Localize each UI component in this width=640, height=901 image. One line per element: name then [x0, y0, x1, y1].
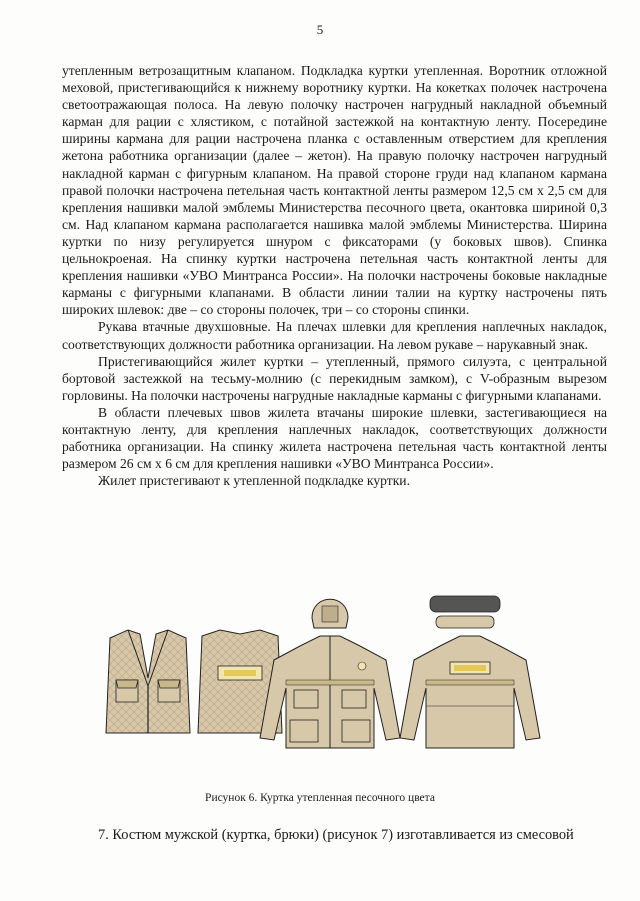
paragraph-1: утепленным ветрозащитным клапаном. Подкладка куртки утепленная. Воротник отложной меховой, пристегивающийся к нижнему воротнику куртки. На кокетках полочек настрочена светоотражающая полоса. На левую полочку настрочен нагрудный накладной объемный карман для рации с хлястиком, с потайной застежкой на контактную ленту. Посередине ширины кармана для рации настрочена планка с оставленным отверстием для крепления жетона работника организации (далее – жетон). На правую полочку настрочен нагрудный накладной карман с фигурным клапаном. На правой стороне груди над клапаном кармана правой полочки настрочена петельная часть контактной ленты размером 12,5 см х 2,5 см для крепления нашивки малой эмблемы Министерства песочного цвета, окантовка шириной 0,3 см. Над клапаном кармана располагается нашивка малой эмблемы Министерства. Ширина куртки по низу регулируется шнуром с фиксаторами (у боковых швов). Спинка цельнокроеная. На спинку куртки настрочена петельная часть контактной ленты для крепления нашивки «УВО Минтранса России». На полочки настрочены боковые накладные карманы с фигурными клапанами. В области линии талии на куртку настрочены пять широких шлевок: две – со стороны полочек, три – со стороны спинки. — [62, 63, 607, 318]
page-number: 5 — [316, 22, 324, 37]
vest-front — [106, 630, 190, 733]
jacket-back — [400, 596, 540, 748]
figure-caption: Рисунок 6. Куртка утепленная песочного цвета — [205, 792, 435, 804]
paragraph-4: В области плечевых швов жилета втачаны широкие шлевки, застегивающиеся на контактную ленту, для крепления наплечных накладок, соответствующих должности работника организации. На спинку жилета настрочена петельная часть контактной ленты размером 26 см х 6 см для крепления нашивки «УВО Минтранса России». — [62, 404, 607, 472]
body-text — [62, 62, 607, 489]
paragraph-3: Пристегивающийся жилет куртки – утепленный, прямого силуэта, с центральной бортовой застежкой на тесьму-молнию (с перекидным замком), с V-образным вырезом горловины. На полочки настрочены нагрудные накладные карманы с фигурными клапанами. — [62, 353, 607, 403]
jacket-figure — [90, 588, 590, 778]
next-section-line: 7. Костюм мужской (куртка, брюки) (рисунок 7) изготавливается из смесовой — [98, 827, 574, 843]
paragraph-5: Жилет пристегивают к утепленной подкладке куртки. — [98, 473, 410, 489]
paragraph-2: Рукава втачные двухшовные. На плечах шлевки для крепления наплечных накладок, соответствующих должности работника организации. На левом рукаве – нарукавный знак. — [62, 319, 607, 352]
jacket-illustration — [90, 588, 590, 778]
